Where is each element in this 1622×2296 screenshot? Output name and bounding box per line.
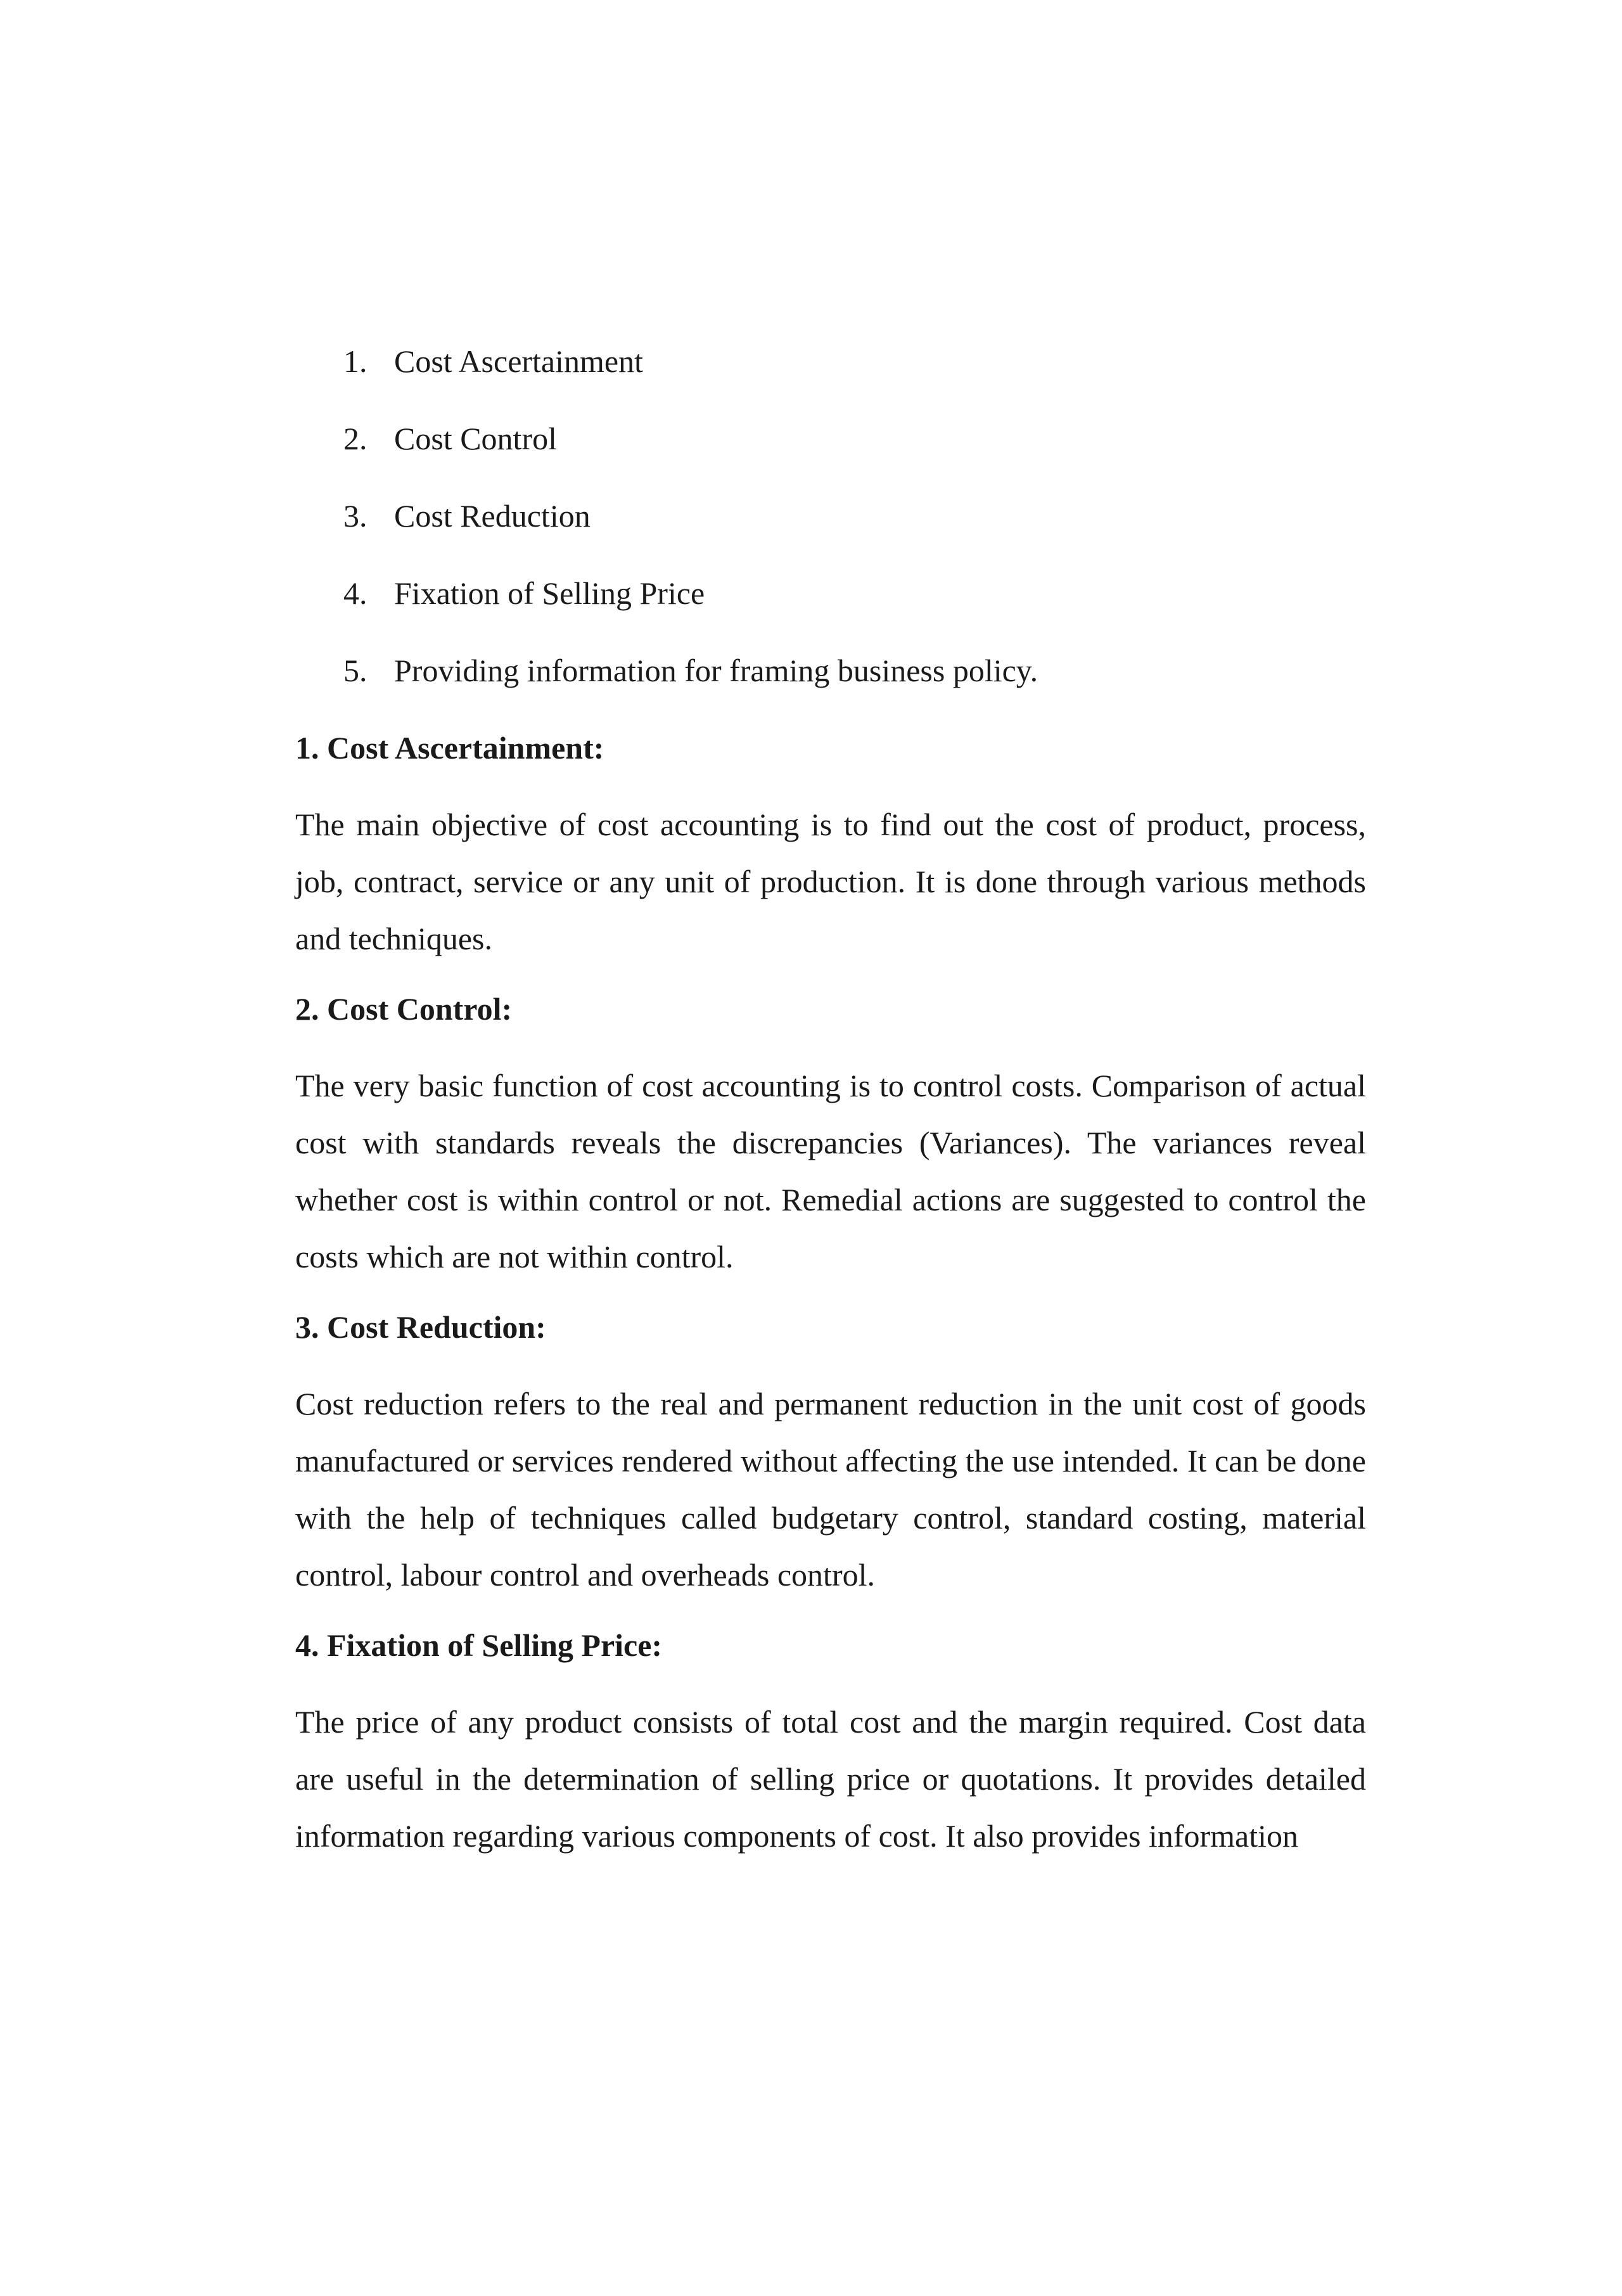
section-body: The main objective of cost accounting is to find out the cost of product, process, job, contract, service or any unit of production. It is done through various methods and techniques. xyxy=(295,807,1366,956)
section-heading: 1. Cost Ascertainment: xyxy=(295,730,604,766)
objective-text: Providing information for framing business policy. xyxy=(394,653,1038,688)
objective-text: Fixation of Selling Price xyxy=(394,575,705,611)
section-cost-control xyxy=(295,990,1366,1285)
section-cost-ascertainment xyxy=(295,729,1366,967)
section-body: Cost reduction refers to the real and permanent reduction in the unit cost of goods manufactured or services rendered without affecting the use intended. It can be done with the help of techniques called budgetary control, standard costing, material control, labour control and overheads control. xyxy=(295,1386,1366,1593)
objective-number: 2. xyxy=(343,421,367,456)
section-heading: 4. Fixation of Selling Price: xyxy=(295,1627,663,1663)
objectives-list xyxy=(295,342,1366,689)
page-content xyxy=(295,342,1366,1887)
section-body: The price of any product consists of total cost and the margin required. Cost data are useful in the determination of selling price or quotations. It provides detailed information regarding various components of cost. It also provides information xyxy=(295,1704,1366,1854)
section-heading: 2. Cost Control: xyxy=(295,991,513,1027)
objectives-list-wrap xyxy=(295,342,1366,689)
objective-item xyxy=(295,497,1366,535)
objective-item xyxy=(295,420,1366,458)
objective-text: Cost Reduction xyxy=(394,498,591,534)
section-heading: 3. Cost Reduction: xyxy=(295,1309,546,1345)
objective-item xyxy=(295,574,1366,612)
objective-text: Cost Control xyxy=(394,421,557,456)
objective-number: 1. xyxy=(343,343,367,379)
section-selling-price xyxy=(295,1626,1366,1864)
section-body: The very basic function of cost accounting is to control costs. Comparison of actual cost with standards reveals the discrepancies (Variances). The variances reveal whether cost is within control or not. Remedial actions are suggested to control the costs which are not within control. xyxy=(295,1068,1366,1274)
objective-number: 3. xyxy=(343,498,367,534)
section-cost-reduction xyxy=(295,1308,1366,1603)
objective-item xyxy=(295,651,1366,689)
objective-number: 5. xyxy=(343,653,367,688)
objective-text: Cost Ascertainment xyxy=(394,343,643,379)
objective-item xyxy=(295,342,1366,380)
objective-number: 4. xyxy=(343,575,367,611)
